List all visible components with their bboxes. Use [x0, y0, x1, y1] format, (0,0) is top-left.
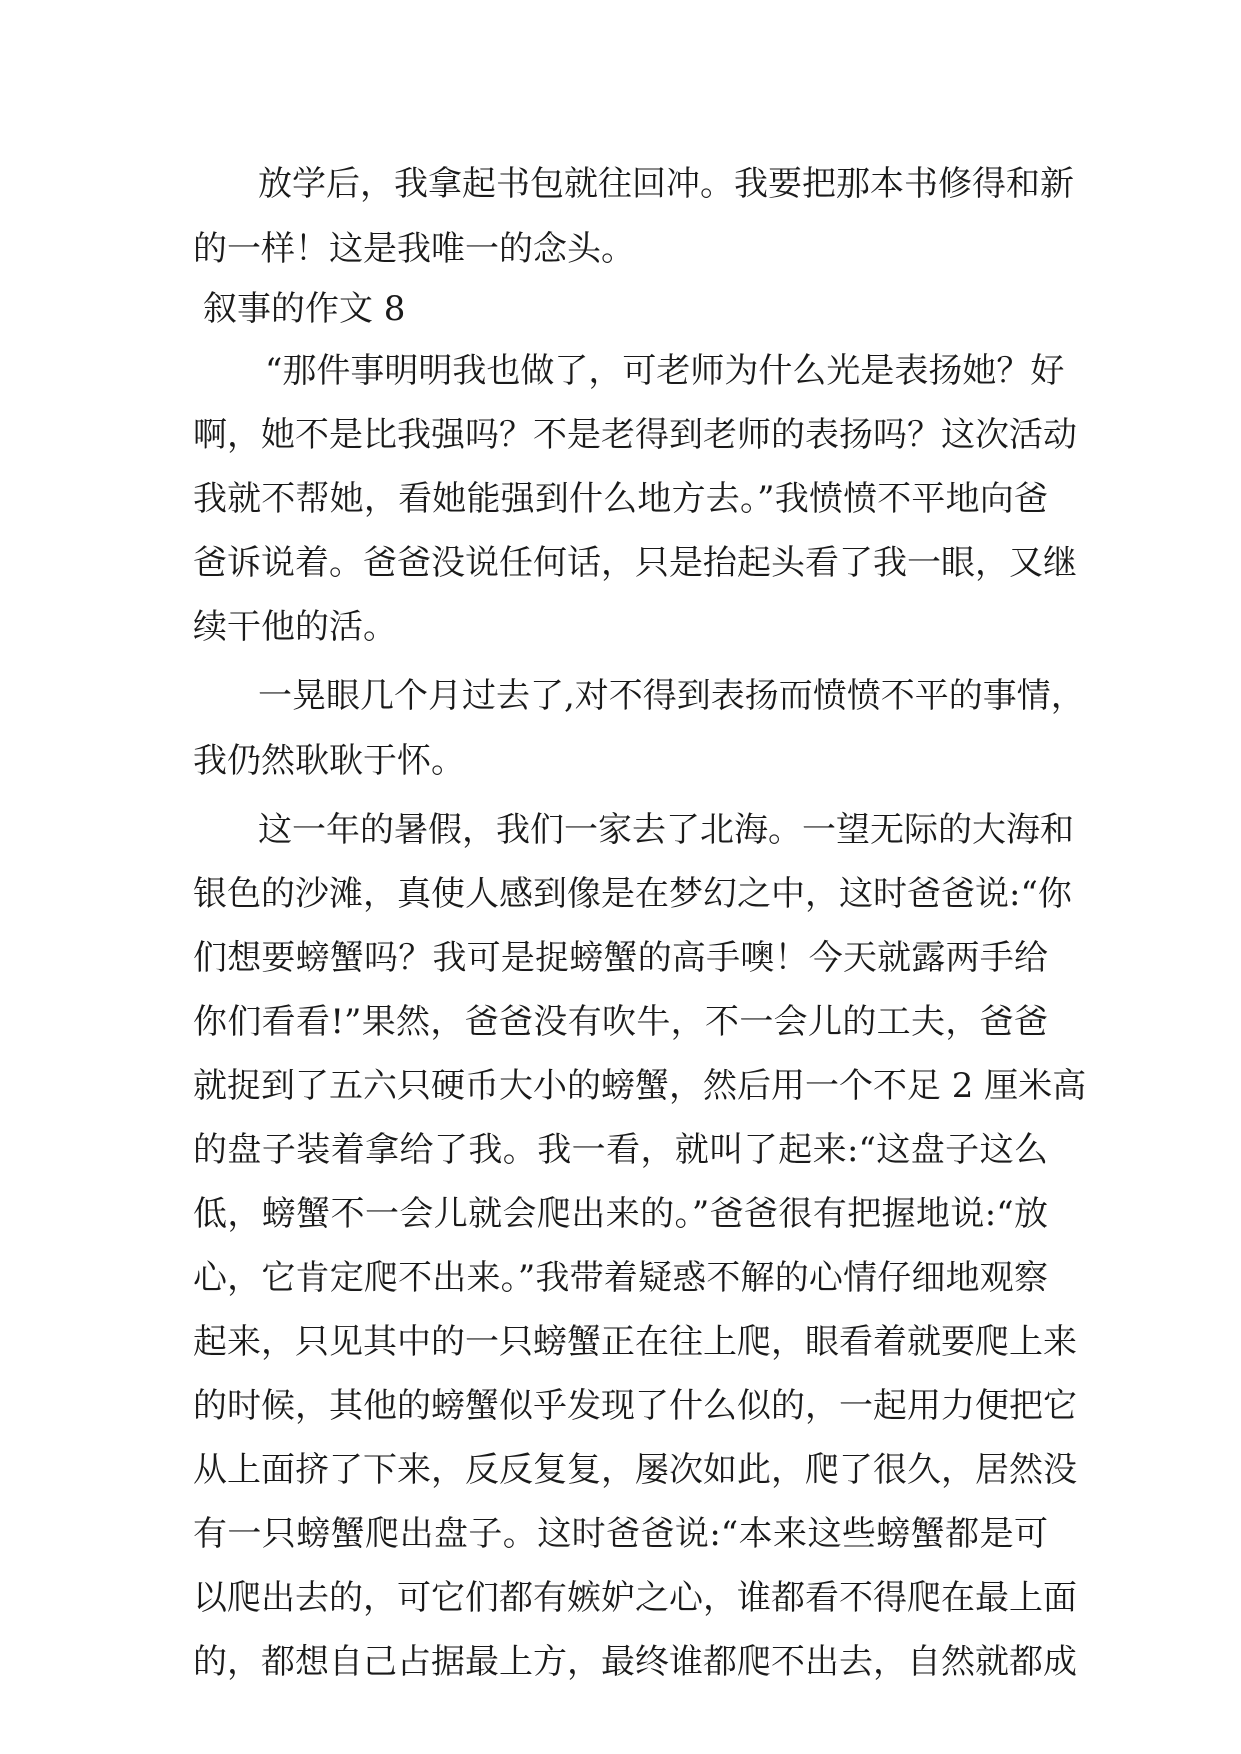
- paragraph-line: 你们看看!”果然，爸爸没有吹牛，不一会儿的工夫，爸爸: [193, 1002, 1048, 1042]
- section-heading: 叙事的作文 8: [203, 289, 406, 329]
- paragraph-line: 放学后，我拿起书包就往回冲。我要把那本书修得和新: [258, 164, 1074, 204]
- paragraph-line: 银色的沙滩，真使人感到像是在梦幻之中，这时爸爸说:“你: [193, 874, 1072, 914]
- paragraph-line: 心，它肯定爬不出来。”我带着疑惑不解的心情仔细地观察: [193, 1258, 1048, 1298]
- paragraph-line: 的时候，其他的螃蟹似乎发现了什么似的，一起用力便把它: [193, 1386, 1077, 1426]
- paragraph-line: “那件事明明我也做了，可老师为什么光是表扬她？好: [265, 351, 1065, 391]
- paragraph-line: 爸诉说着。爸爸没说任何话，只是抬起头看了我一眼，又继: [193, 543, 1077, 583]
- paragraph-line: 我就不帮她，看她能强到什么地方去。”我愤愤不平地向爸: [193, 479, 1048, 519]
- paragraph-line: 的盘子装着拿给了我。我一看，就叫了起来:“这盘子这么: [193, 1130, 1048, 1170]
- paragraph-line: 们想要螃蟹吗？我可是捉螃蟹的高手噢！今天就露两手给: [193, 938, 1048, 978]
- paragraph-line: 一晃眼几个月过去了,对不得到表扬而愤愤不平的事情，: [258, 676, 1085, 716]
- paragraph-line: 低，螃蟹不一会儿就会爬出来的。”爸爸很有把握地说:“放: [193, 1194, 1048, 1234]
- paragraph-line: 我仍然耿耿于怀。: [193, 741, 465, 781]
- paragraph-line: 起来，只见其中的一只螃蟹正在往上爬，眼看着就要爬上来: [193, 1322, 1077, 1362]
- paragraph-line: 的，都想自己占据最上方，最终谁都爬不出去，自然就都成: [193, 1642, 1077, 1682]
- paragraph-line: 这一年的暑假，我们一家去了北海。一望无际的大海和: [258, 810, 1074, 850]
- paragraph-line: 有一只螃蟹爬出盘子。这时爸爸说:“本来这些螃蟹都是可: [193, 1514, 1048, 1554]
- paragraph-line: 从上面挤了下来，反反复复，屡次如此，爬了很久，居然没: [193, 1450, 1077, 1490]
- paragraph-line: 的一样！这是我唯一的念头。: [193, 229, 635, 269]
- paragraph-line: 啊，她不是比我强吗？不是老得到老师的表扬吗？这次活动: [193, 415, 1077, 455]
- paragraph-line: 以爬出去的，可它们都有嫉妒之心，谁都看不得爬在最上面: [193, 1578, 1077, 1618]
- paragraph-line: 就捉到了五六只硬币大小的螃蟹，然后用一个不足 2 厘米高: [193, 1066, 1087, 1106]
- paragraph-line: 续干他的活。: [193, 607, 397, 647]
